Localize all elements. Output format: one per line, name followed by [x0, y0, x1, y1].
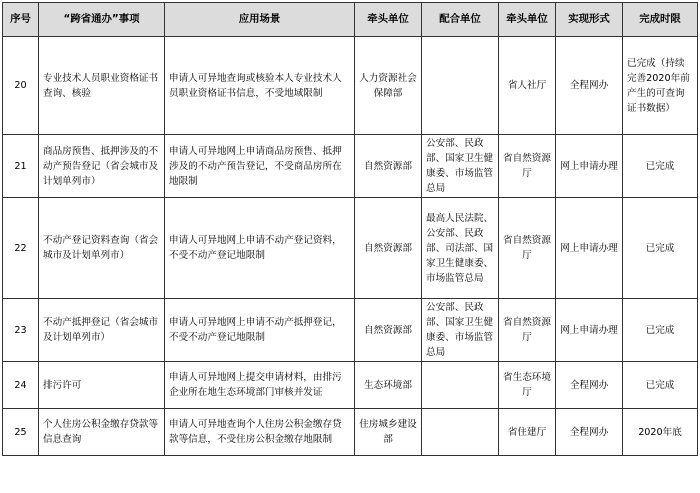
- header-form: 实现形式: [556, 3, 623, 37]
- cell-item: 不动产登记资料查询（省会城市及计划单列市）: [39, 198, 165, 299]
- cell-no: 22: [3, 198, 39, 299]
- cell-item: 排污许可: [39, 362, 165, 409]
- cell-lead-province: 省生态环境厅: [499, 362, 556, 409]
- cell-cooperate: [422, 37, 499, 135]
- cell-cooperate: [422, 409, 499, 456]
- header-item: “跨省通办”事项: [39, 3, 165, 37]
- cell-lead-province: 省人社厅: [499, 37, 556, 135]
- cell-scene: 申请人可异地网上申请不动产抵押登记，不受不动产登记地限制: [165, 299, 355, 362]
- table-header-row: [3, 3, 698, 37]
- cell-form: 网上申请办理: [556, 299, 623, 362]
- cell-lead-province: 省自然资源厅: [499, 135, 556, 198]
- cell-no: 23: [3, 299, 39, 362]
- cell-scene: 申请人可异地网上申请不动产登记资料，不受不动产登记地限制: [165, 198, 355, 299]
- cell-no: 20: [3, 37, 39, 135]
- cell-deadline: 已完成: [623, 362, 698, 409]
- header-scene: 应用场景: [165, 3, 355, 37]
- cell-scene: 申请人可异地网上提交申请材料，由排污企业所在地生态环境部门审核并发证: [165, 362, 355, 409]
- cell-cooperate: [422, 362, 499, 409]
- table-row: [3, 37, 698, 135]
- cell-cooperate: 公安部、民政部、国家卫生健康委、市场监管总局: [422, 135, 499, 198]
- cell-form: 全程网办: [556, 362, 623, 409]
- cell-lead-national: 人力资源社会保障部: [355, 37, 422, 135]
- cell-lead-province: 省住建厅: [499, 409, 556, 456]
- table-row: [3, 409, 698, 456]
- cell-form: 网上申请办理: [556, 135, 623, 198]
- cell-lead-province: 省自然资源厅: [499, 299, 556, 362]
- table-row: [3, 299, 698, 362]
- header-cooperate: 配合单位: [422, 3, 499, 37]
- header-lead-national: 牵头单位: [355, 3, 422, 37]
- cell-deadline: 2020年底: [623, 409, 698, 456]
- cross-province-services-table: [2, 2, 698, 456]
- cell-form: 全程网办: [556, 409, 623, 456]
- cell-deadline: 已完成: [623, 135, 698, 198]
- cell-scene: 申请人可异地网上申请商品房预售、抵押涉及的不动产预告登记，不受商品房所在地限制: [165, 135, 355, 198]
- cell-scene: 申请人可异地查询或核验本人专业技术人员职业资格证书信息，不受地域限制: [165, 37, 355, 135]
- cell-item: 商品房预售、抵押涉及的不动产预告登记（省会城市及计划单列市）: [39, 135, 165, 198]
- cell-cooperate: 公安部、民政部、国家卫生健康委、市场监管总局: [422, 299, 499, 362]
- cell-item: 专业技术人员职业资格证书查询、核验: [39, 37, 165, 135]
- cell-item: 个人住房公积金缴存贷款等信息查询: [39, 409, 165, 456]
- table-row: [3, 362, 698, 409]
- header-lead-province: 牵头单位: [499, 3, 556, 37]
- cell-lead-national: 住房城乡建设部: [355, 409, 422, 456]
- cell-lead-national: 自然资源部: [355, 299, 422, 362]
- header-deadline: 完成时限: [623, 3, 698, 37]
- cell-lead-national: 自然资源部: [355, 198, 422, 299]
- header-no: 序号: [3, 3, 39, 37]
- cell-item: 不动产抵押登记（省会城市及计划单列市）: [39, 299, 165, 362]
- cell-deadline: 已完成（持续完善2020年前产生的可查询证书数据）: [623, 37, 698, 135]
- cell-form: 全程网办: [556, 37, 623, 135]
- cell-deadline: 已完成: [623, 299, 698, 362]
- cell-form: 网上申请办理: [556, 198, 623, 299]
- cell-no: 25: [3, 409, 39, 456]
- cell-lead-national: 自然资源部: [355, 135, 422, 198]
- cell-cooperate: 最高人民法院、公安部、民政部、司法部、国家卫生健康委、市场监管总局: [422, 198, 499, 299]
- cell-no: 24: [3, 362, 39, 409]
- cell-no: 21: [3, 135, 39, 198]
- cell-scene: 申请人可异地查询个人住房公积金缴存贷款等信息，不受住房公积金缴存地限制: [165, 409, 355, 456]
- table-row: [3, 135, 698, 198]
- cell-deadline: 已完成: [623, 198, 698, 299]
- cell-lead-province: 省自然资源厅: [499, 198, 556, 299]
- table-row: [3, 198, 698, 299]
- cell-lead-national: 生态环境部: [355, 362, 422, 409]
